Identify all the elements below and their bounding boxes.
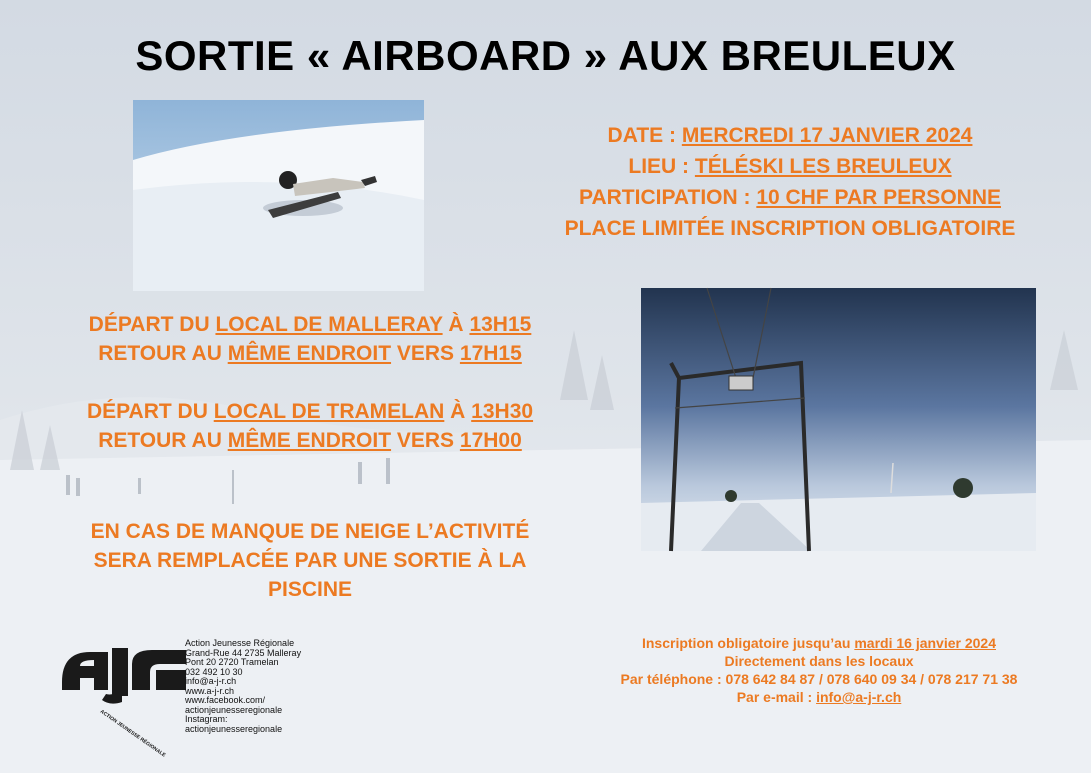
inscription-phone: Par téléphone : 078 642 84 87 / 078 640 09 34 / 078 217 71 38 — [620, 671, 1018, 687]
inscription-email: Par e-mail : info@a-j-r.ch — [736, 689, 902, 705]
airboard-photo — [133, 100, 424, 291]
date-value: MERCREDI 17 JANVIER 2024 — [681, 124, 973, 147]
lieu-value: TÉLÉSKI LES BREULEUX — [694, 155, 952, 178]
place-line: PLACE LIMITÉE INSCRIPTION OBLIGATOIRE — [564, 217, 1016, 240]
participation-line: PARTICIPATION : 10 CHF PAR PERSONNE — [579, 186, 1001, 209]
inscription-locaux: Directement dans les locaux — [724, 653, 914, 669]
depart-tramelan-line: DÉPART DU LOCAL DE TRAMELAN À 13H30 — [86, 400, 534, 423]
retour-tramelan-line: RETOUR AU MÊME ENDROIT VERS 17H00 — [98, 429, 522, 452]
depart-info — [20, 310, 600, 455]
inscription-deadline: Inscription obligatoire jusqu’au mardi 16 janvier 2024 — [641, 635, 996, 651]
lieu-line: LIEU : TÉLÉSKI LES BREULEUX — [628, 155, 952, 178]
snow-notice: EN CAS DE MANQUE DE NEIGE L’ACTIVITÉ SERA REMPLACÉE PAR UNE SORTIE À LA PISCINE — [90, 520, 530, 601]
event-info — [500, 120, 1080, 244]
ski-lift-photo — [641, 288, 1036, 551]
inscription-info — [580, 634, 1058, 706]
organisation-address: Action Jeunesse Régionale Grand-Rue 44 2735 Malleray Pont 20 2720 Tramelan 032 492 10 30 info@a-j-r.ch www.a-j-r.ch www.facebook.com/ actionjeunesseregionale Instagram: actionjeunesseregionale — [185, 638, 302, 734]
logo-subtext: ACTION JEUNESSE RÉGIONALE — [98, 708, 167, 759]
retour-malleray-line: RETOUR AU MÊME ENDROIT VERS 17H15 — [98, 342, 522, 365]
participation-value: 10 CHF PAR PERSONNE — [756, 186, 1001, 209]
email-link[interactable]: info@a-j-r.ch — [816, 689, 902, 705]
page-title: SORTIE « AIRBOARD » AUX BREULEUX — [135, 32, 956, 79]
ajr-logo — [60, 638, 190, 759]
date-line: DATE : MERCREDI 17 JANVIER 2024 — [607, 124, 973, 147]
depart-malleray-line: DÉPART DU LOCAL DE MALLERAY À 13H15 — [88, 313, 532, 336]
